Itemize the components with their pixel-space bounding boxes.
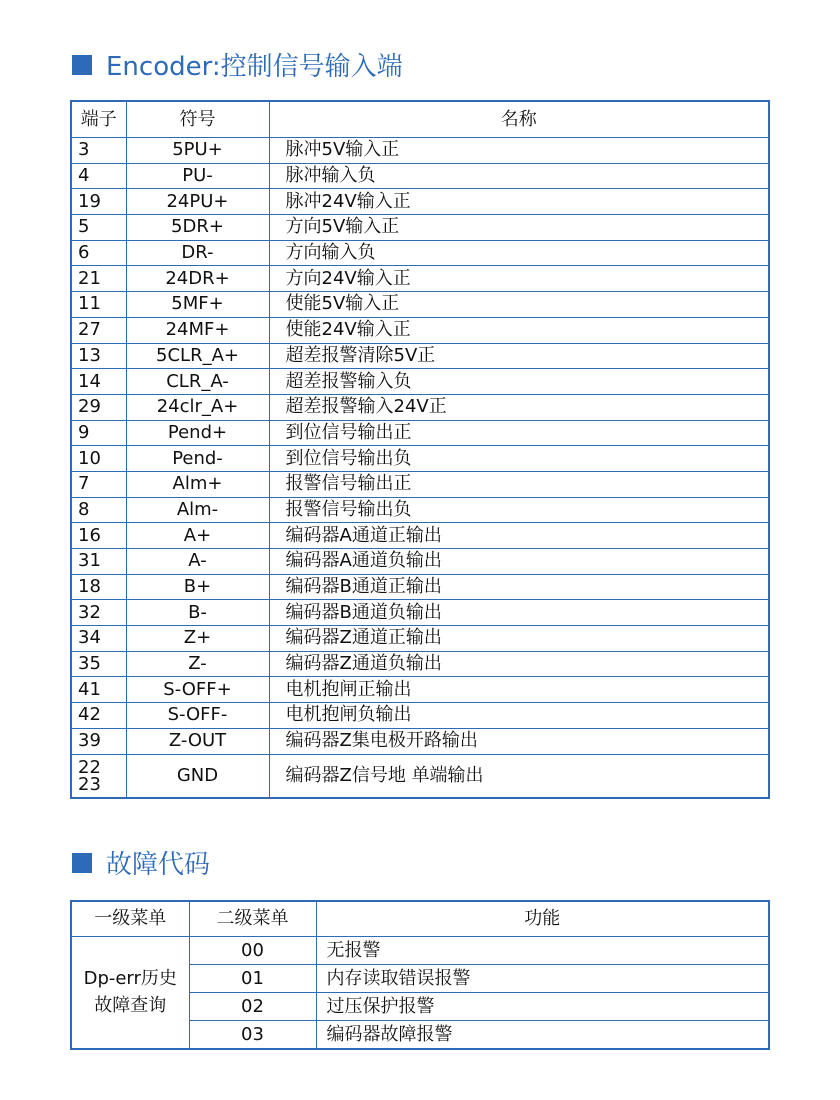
terminal-cell: 13	[71, 343, 126, 369]
terminal-cell: 14	[71, 369, 126, 395]
symbol-cell: S-OFF+	[126, 677, 269, 703]
terminal-value-a: 22	[78, 756, 101, 778]
name-cell: 方向24V输入正	[269, 266, 769, 292]
symbol-cell: A+	[126, 523, 269, 549]
table-row	[71, 651, 769, 677]
table-row	[71, 266, 769, 292]
symbol-cell: GND	[126, 754, 269, 798]
table-header-row	[71, 101, 769, 138]
name-cell: 编码器Z通道负输出	[269, 651, 769, 677]
fault-code-table	[70, 900, 770, 1050]
menu-label-line1: Dp-err历史	[83, 968, 177, 990]
header-name: 名称	[269, 101, 769, 138]
name-cell: 使能24V输入正	[269, 317, 769, 343]
name-cell: 超差报警清除5V正	[269, 343, 769, 369]
function-cell: 编码器故障报警	[316, 1021, 769, 1050]
table-row	[71, 446, 769, 472]
table-row	[71, 215, 769, 241]
symbol-cell: Pend-	[126, 446, 269, 472]
symbol-cell: Alm+	[126, 471, 269, 497]
table-header-row	[71, 901, 769, 937]
encoder-section-title	[72, 46, 403, 83]
table-row	[71, 600, 769, 626]
name-cell: 报警信号输出负	[269, 497, 769, 523]
encoder-title-text: Encoder:控制信号输入端	[106, 52, 403, 82]
fault-title-text: 故障代码	[106, 850, 211, 880]
name-cell: 到位信号输出负	[269, 446, 769, 472]
header-level2: 二级菜单	[189, 901, 316, 937]
table-row	[71, 138, 769, 164]
symbol-cell: Alm-	[126, 497, 269, 523]
terminal-cell: 27	[71, 317, 126, 343]
header-function: 功能	[316, 901, 769, 937]
header-symbol: 符号	[126, 101, 269, 138]
name-cell: 编码器A通道负输出	[269, 549, 769, 575]
code-cell: 01	[189, 965, 316, 993]
table-row	[71, 626, 769, 652]
name-cell: 编码器Z通道正输出	[269, 626, 769, 652]
table-row	[71, 497, 769, 523]
table-row	[71, 471, 769, 497]
name-cell: 编码器Z集电极开路输出	[269, 728, 769, 754]
symbol-cell: 24DR+	[126, 266, 269, 292]
title-square-icon	[72, 55, 92, 75]
terminal-cell: 9	[71, 420, 126, 446]
name-cell: 方向输入负	[269, 240, 769, 266]
header-level1: 一级菜单	[71, 901, 189, 937]
terminal-value-b: 23	[78, 773, 101, 795]
name-cell: 方向5V输入正	[269, 215, 769, 241]
symbol-cell: 24PU+	[126, 189, 269, 215]
terminal-cell: 10	[71, 446, 126, 472]
symbol-cell: 5DR+	[126, 215, 269, 241]
code-cell: 02	[189, 993, 316, 1021]
symbol-cell: PU-	[126, 163, 269, 189]
symbol-cell: 5CLR_A+	[126, 343, 269, 369]
symbol-cell: 24MF+	[126, 317, 269, 343]
name-cell: 使能5V输入正	[269, 292, 769, 318]
terminal-cell: 32	[71, 600, 126, 626]
name-cell: 电机抱闸负输出	[269, 703, 769, 729]
code-cell: 00	[189, 937, 316, 965]
title-square-icon	[72, 853, 92, 873]
terminal-cell	[71, 754, 126, 798]
table-row	[71, 728, 769, 754]
terminal-cell: 18	[71, 574, 126, 600]
symbol-cell: Z-	[126, 651, 269, 677]
name-cell: 电机抱闸正输出	[269, 677, 769, 703]
table-row	[71, 523, 769, 549]
table-row	[71, 240, 769, 266]
name-cell: 编码器A通道正输出	[269, 523, 769, 549]
table-row	[71, 292, 769, 318]
terminal-cell: 8	[71, 497, 126, 523]
fault-section-title	[72, 844, 210, 881]
table-row	[71, 574, 769, 600]
symbol-cell: 5MF+	[126, 292, 269, 318]
name-cell: 脉冲5V输入正	[269, 138, 769, 164]
terminal-cell: 21	[71, 266, 126, 292]
name-cell: 超差报警输入负	[269, 369, 769, 395]
symbol-cell: A-	[126, 549, 269, 575]
symbol-cell: CLR_A-	[126, 369, 269, 395]
symbol-cell: Z+	[126, 626, 269, 652]
terminal-cell: 11	[71, 292, 126, 318]
table-row	[71, 549, 769, 575]
name-cell: 报警信号输出正	[269, 471, 769, 497]
table-row	[71, 420, 769, 446]
function-cell: 无报警	[316, 937, 769, 965]
symbol-cell: B+	[126, 574, 269, 600]
table-row	[71, 343, 769, 369]
symbol-cell: 24clr_A+	[126, 394, 269, 420]
terminal-cell: 42	[71, 703, 126, 729]
symbol-cell: S-OFF-	[126, 703, 269, 729]
table-row	[71, 937, 769, 965]
terminal-cell: 31	[71, 549, 126, 575]
name-cell: 到位信号输出正	[269, 420, 769, 446]
name-cell: 编码器Z信号地 单端输出	[269, 754, 769, 798]
table-row	[71, 394, 769, 420]
menu-label-line2: 故障查询	[94, 994, 167, 1016]
terminal-cell: 5	[71, 215, 126, 241]
terminal-cell: 41	[71, 677, 126, 703]
terminal-cell: 6	[71, 240, 126, 266]
encoder-terminal-table	[70, 100, 770, 799]
terminal-cell: 29	[71, 394, 126, 420]
table-row	[71, 703, 769, 729]
name-cell: 超差报警输入24V正	[269, 394, 769, 420]
function-cell: 过压保护报警	[316, 993, 769, 1021]
code-cell: 03	[189, 1021, 316, 1050]
terminal-cell: 16	[71, 523, 126, 549]
table-row	[71, 677, 769, 703]
terminal-cell: 19	[71, 189, 126, 215]
name-cell: 编码器B通道负输出	[269, 600, 769, 626]
terminal-cell: 4	[71, 163, 126, 189]
terminal-cell: 35	[71, 651, 126, 677]
table-row	[71, 189, 769, 215]
menu-label-cell	[71, 937, 189, 1050]
terminal-cell: 34	[71, 626, 126, 652]
symbol-cell: 5PU+	[126, 138, 269, 164]
symbol-cell: B-	[126, 600, 269, 626]
terminal-cell: 3	[71, 138, 126, 164]
terminal-cell: 39	[71, 728, 126, 754]
symbol-cell: Pend+	[126, 420, 269, 446]
name-cell: 脉冲输入负	[269, 163, 769, 189]
table-row-gnd	[71, 754, 769, 798]
symbol-cell: Z-OUT	[126, 728, 269, 754]
table-row	[71, 317, 769, 343]
header-terminal: 端子	[71, 101, 126, 138]
name-cell: 脉冲24V输入正	[269, 189, 769, 215]
function-cell: 内存读取错误报警	[316, 965, 769, 993]
symbol-cell: DR-	[126, 240, 269, 266]
terminal-cell: 7	[71, 471, 126, 497]
table-row	[71, 163, 769, 189]
name-cell: 编码器B通道正输出	[269, 574, 769, 600]
table-row	[71, 369, 769, 395]
